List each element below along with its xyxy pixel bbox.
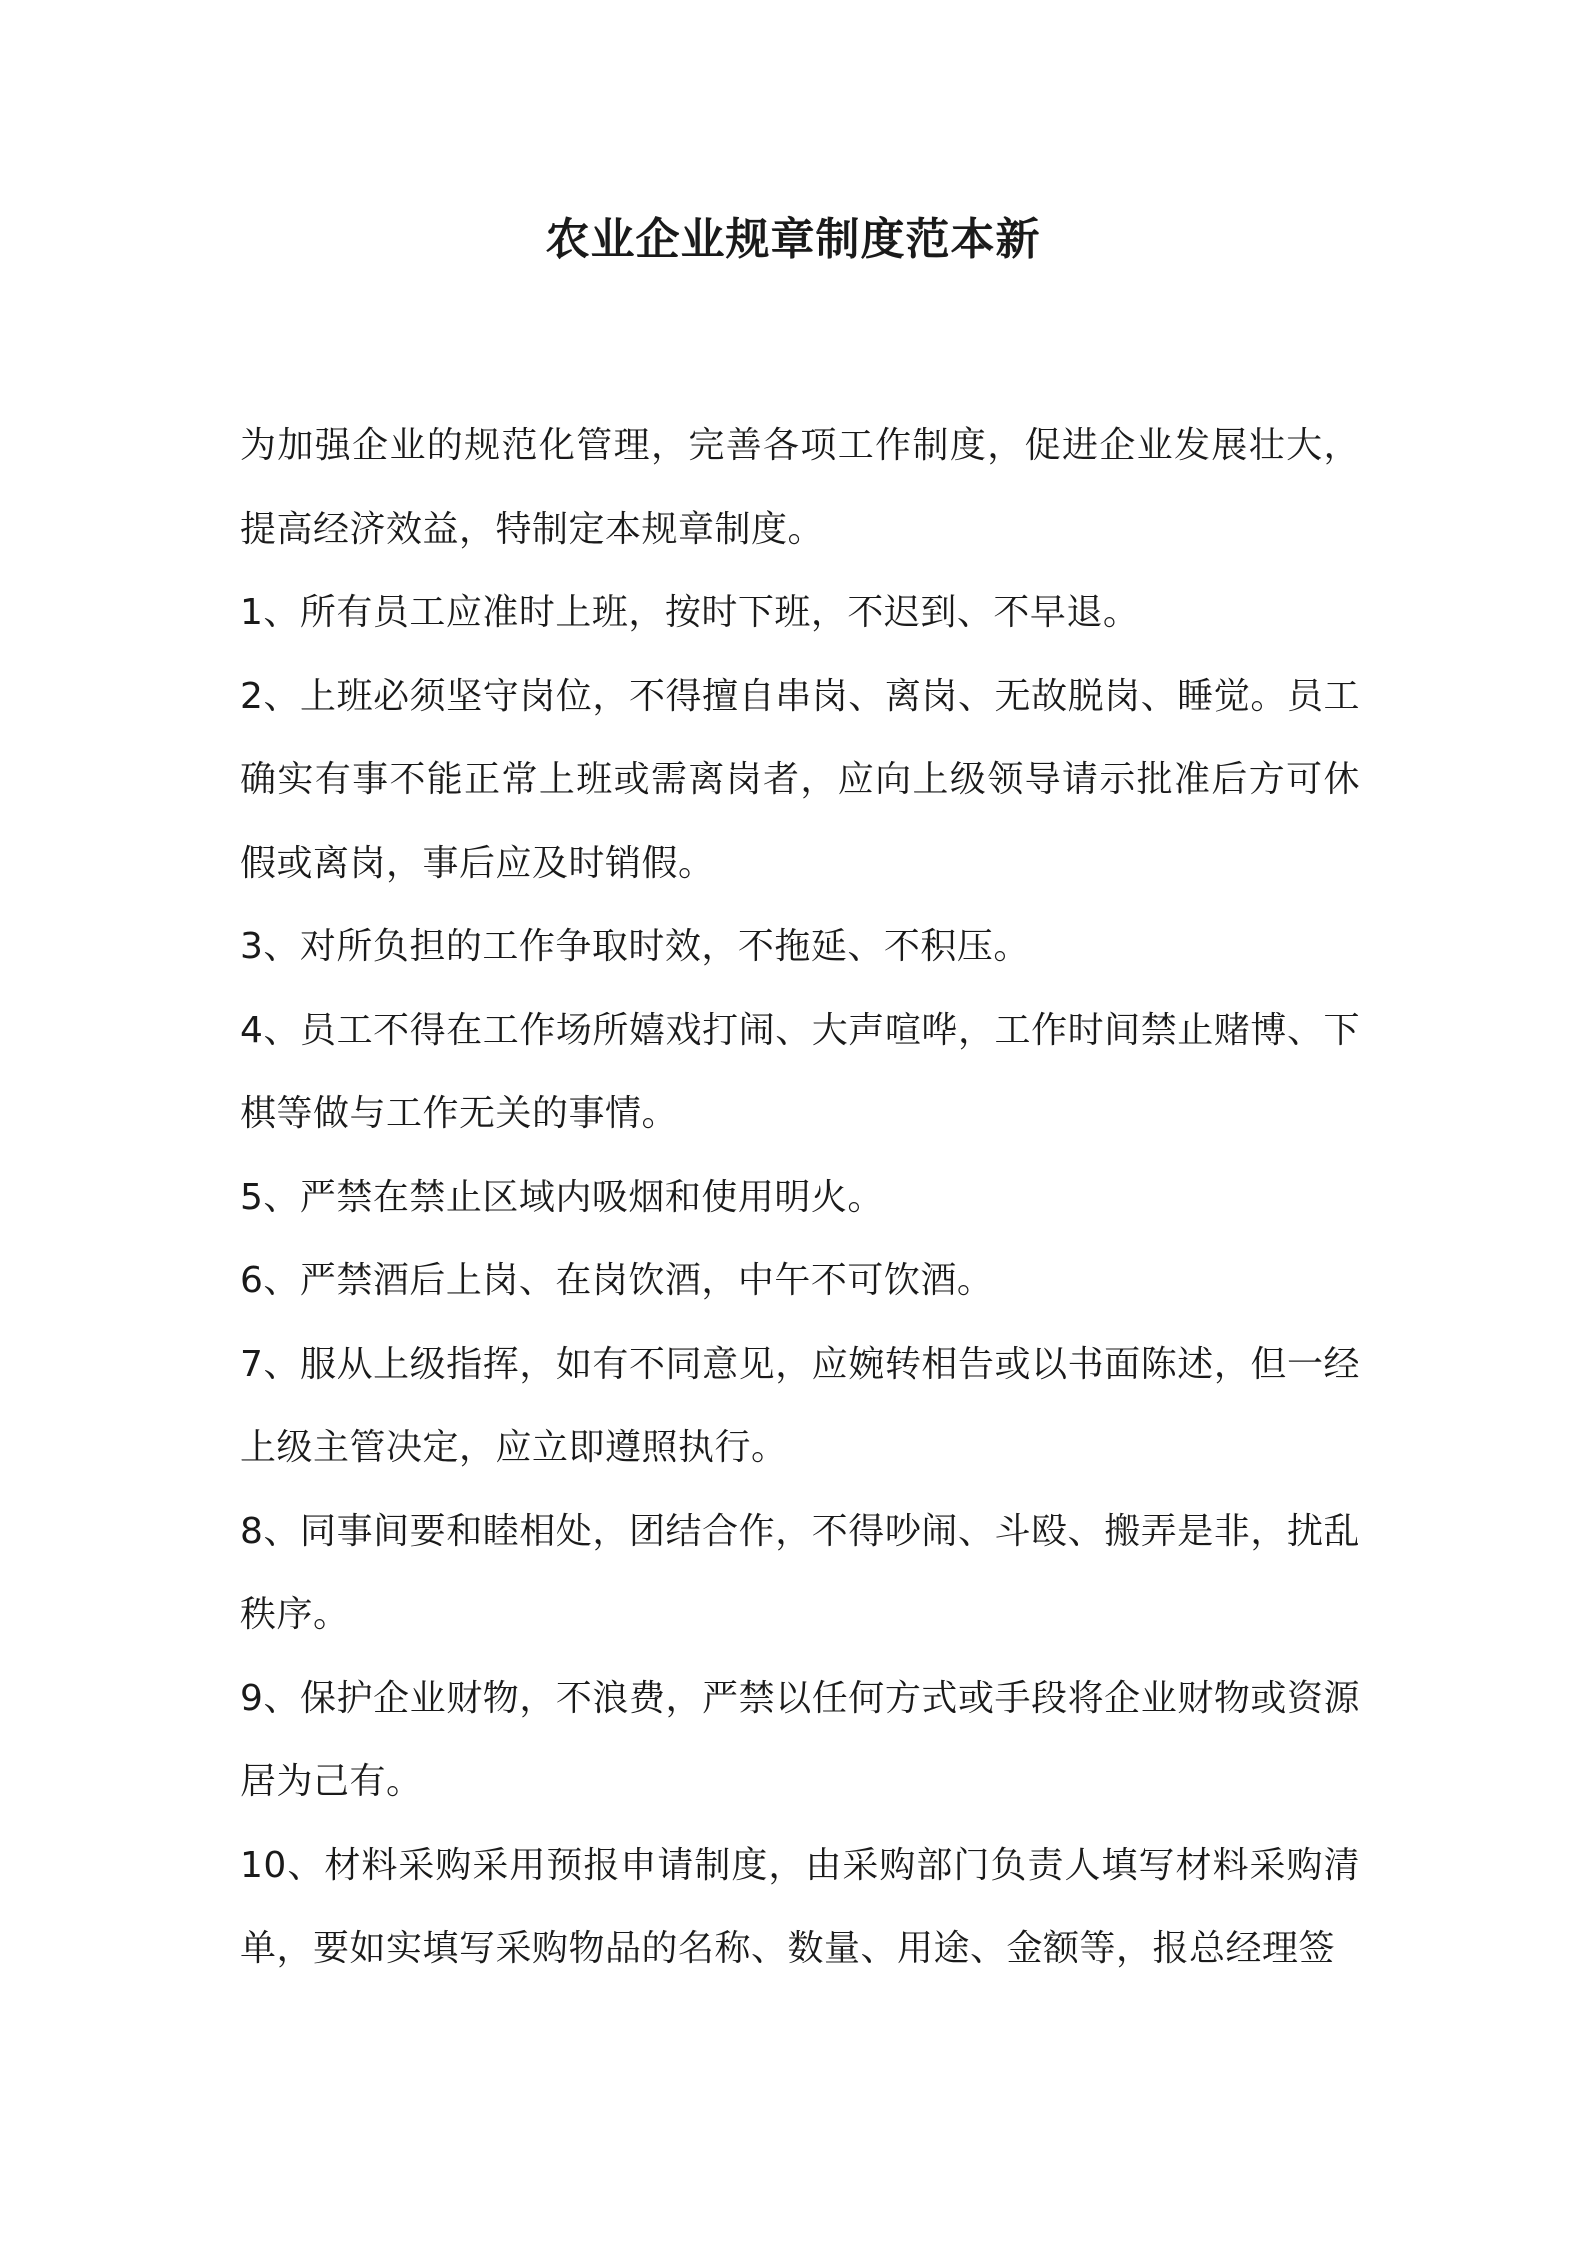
document-body [240, 404, 1360, 1991]
document-title: 农业企业规章制度范本新 [545, 214, 1041, 265]
rule-3-paragraph: 3、对所负担的工作争取时效，不拖延、不积压。 [240, 926, 1030, 967]
rule-10-paragraph: 10、材料采购采用预报申请制度，由采购部门负责人填写材料采购清单，要如实填写采购物品的名称、数量、用途、金额等，报总经理签 [240, 1844, 1360, 1969]
rule-8-paragraph: 8、同事间要和睦相处，团结合作，不得吵闹、斗殴、搬弄是非，扰乱秩序。 [240, 1510, 1360, 1635]
rule-2-paragraph: 2、上班必须坚守岗位，不得擅自串岗、离岗、无故脱岗、睡觉。员工确实有事不能正常上班或需离岗者，应向上级领导请示批准后方可休假或离岗，事后应及时销假。 [240, 675, 1360, 884]
rule-6-paragraph: 6、严禁酒后上岗、在岗饮酒，中午不可饮酒。 [240, 1260, 994, 1301]
rule-9-paragraph: 9、保护企业财物，不浪费，严禁以任何方式或手段将企业财物或资源居为己有。 [240, 1677, 1360, 1802]
rule-7-paragraph: 7、服从上级指挥，如有不同意见，应婉转相告或以书面陈述，但一经上级主管决定，应立即遵照执行。 [240, 1343, 1360, 1468]
rule-4-paragraph: 4、员工不得在工作场所嬉戏打闹、大声喧哗，工作时间禁止赌博、下棋等做与工作无关的事情。 [240, 1009, 1360, 1134]
intro-paragraph: 为加强企业的规范化管理，完善各项工作制度，促进企业发展壮大，提高经济效益，特制定本规章制度。 [240, 425, 1360, 550]
rule-5-paragraph: 5、严禁在禁止区域内吸烟和使用明火。 [240, 1176, 884, 1218]
rule-1-paragraph: 1、所有员工应准时上班，按时下班，不迟到、不早退。 [240, 592, 1140, 633]
